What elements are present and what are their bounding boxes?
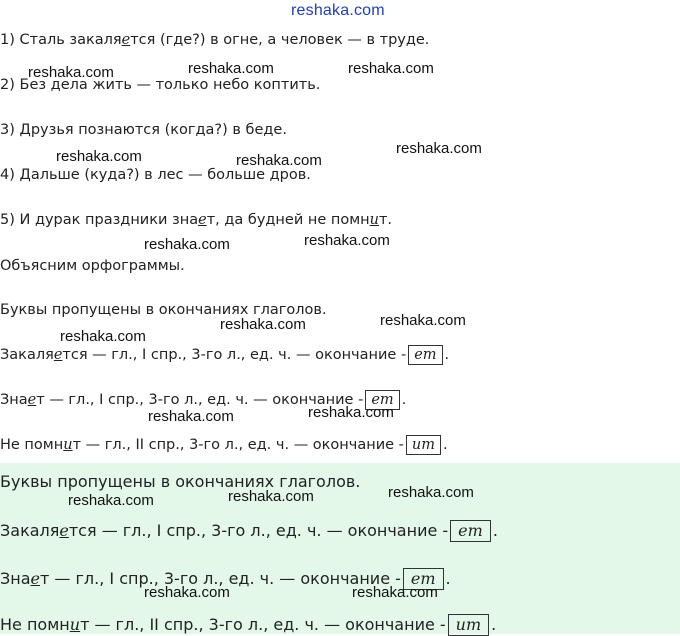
watermark: reshaka.com (144, 236, 230, 253)
watermark: reshaka.com (388, 484, 474, 501)
section-title: Буквы пропущены в окончаниях глаголов. (0, 302, 327, 318)
row-2: Знает — гл., I спр., 3-го л., ед. ч. — окончание - ет . (0, 392, 407, 408)
watermark: reshaka.com (220, 316, 306, 333)
watermark: reshaka.com (396, 140, 482, 157)
proverb-2: 2) Без дела жить — только небо коптить. (0, 77, 321, 93)
proverb-4: 4) Дальше (куда?) в лес — больше дров. (0, 167, 311, 183)
proverb-5: 5) И дурак праздники знает, да будней не помнит. (0, 212, 393, 228)
ending-box: ит (448, 614, 489, 636)
proverb-1: 1) Сталь закаляется (где?) в огне, а человек — в труде. (0, 32, 430, 48)
ending-box: ет (408, 345, 442, 365)
watermark: reshaka.com (28, 64, 114, 81)
watermark: reshaka.com (188, 60, 274, 77)
watermark: reshaka.com (56, 148, 142, 165)
watermark: reshaka.com (236, 152, 322, 169)
watermark: reshaka.com (380, 312, 466, 329)
watermark: reshaka.com (308, 404, 394, 421)
proverb-3: 3) Друзья познаются (когда?) в беде. (0, 122, 287, 138)
row-1: Закаляется — гл., I спр., 3-го л., ед. ч. — окончание - ет . (0, 347, 450, 363)
explain-title: Объясним орфограммы. (0, 258, 185, 274)
watermark: reshaka.com (148, 408, 234, 425)
watermark: reshaka.com (348, 60, 434, 77)
watermark-top[interactable]: reshaka.com (291, 2, 385, 19)
row-3-large: Не помнит — гл., II спр., 3-го л., ед. ч. — окончание - ит . (0, 615, 497, 634)
section-title-large: Буквы пропущены в окончаниях глаголов. (0, 472, 361, 491)
row-3: Не помнит — гл., II спр., 3-го л., ед. ч. — окончание - ит . (0, 437, 448, 453)
ending-box: ит (406, 435, 441, 455)
ending-box: ет (403, 568, 444, 590)
watermark: reshaka.com (60, 328, 146, 345)
watermark: reshaka.com (228, 488, 314, 505)
watermark: reshaka.com (352, 584, 438, 601)
watermark: reshaka.com (304, 232, 390, 249)
ending-box: ет (365, 390, 399, 410)
watermark: reshaka.com (68, 492, 154, 509)
ending-box: ет (450, 520, 491, 542)
row-1-large: Закаляется — гл., I спр., 3-го л., ед. ч. — окончание - ет . (0, 521, 498, 540)
watermark: reshaka.com (144, 584, 230, 601)
row-2-large: Знает — гл., I спр., 3-го л., ед. ч. — окончание - ет . (0, 569, 451, 588)
